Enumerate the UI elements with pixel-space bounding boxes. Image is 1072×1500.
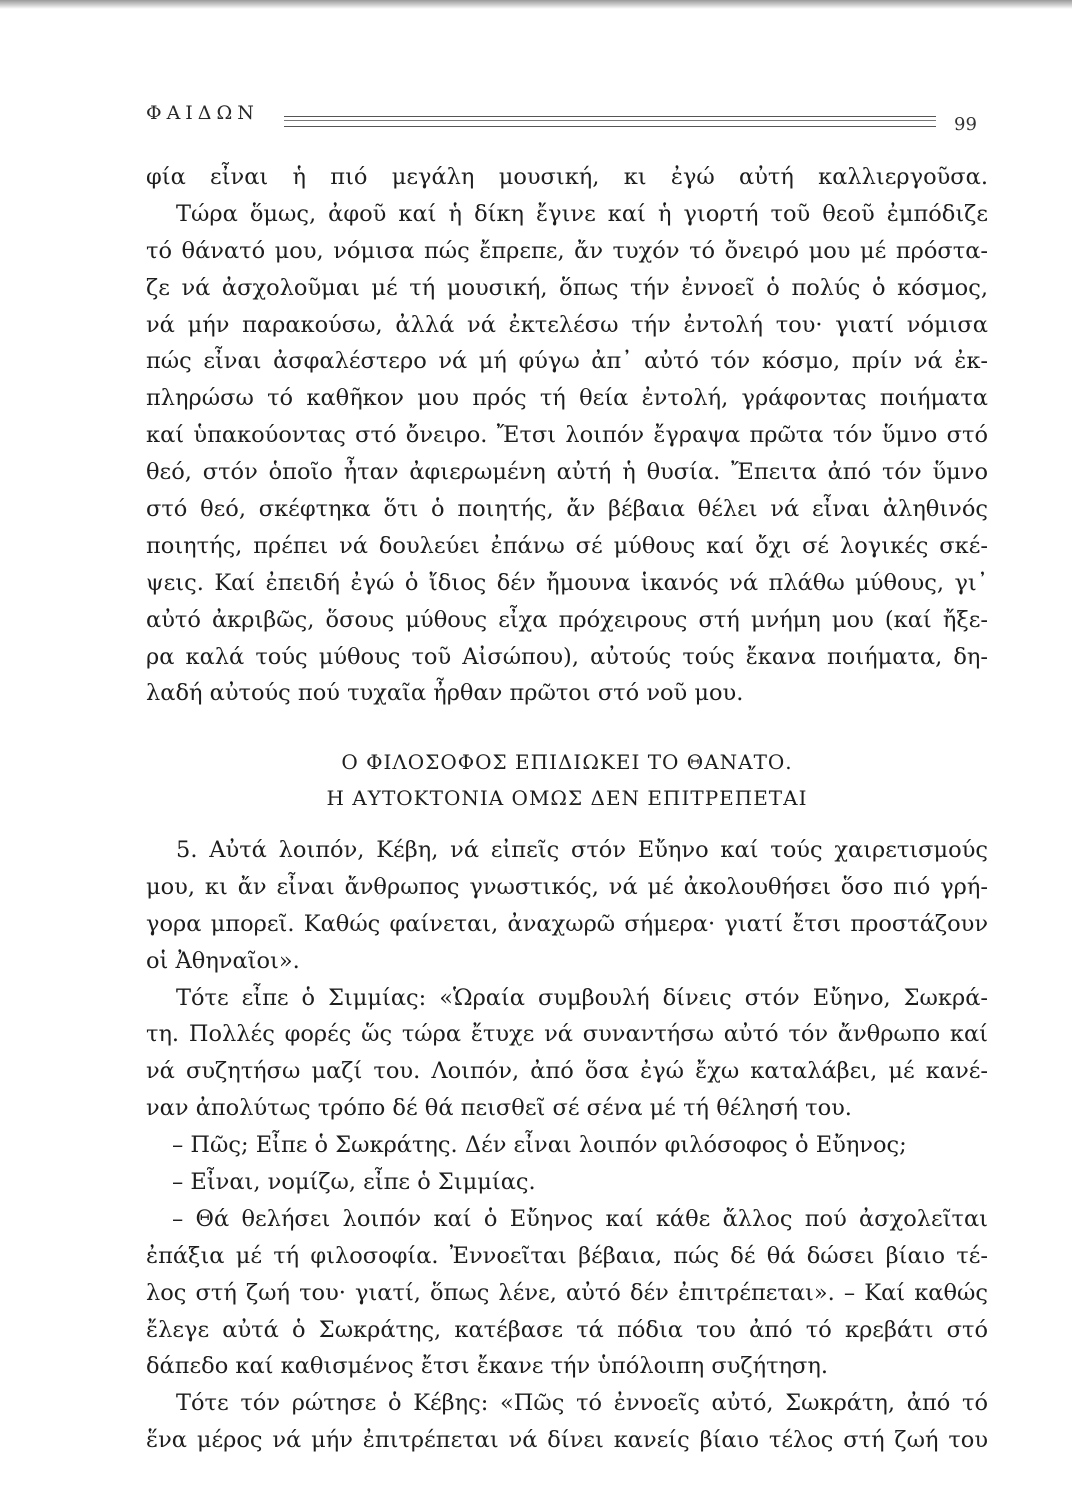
running-header <box>146 102 977 142</box>
text-line: ποιητής, πρέπει νά δουλεύει ἐπάνω σέ μύθους καί ὄχι σέ λογικές σκέ- <box>146 532 988 559</box>
text-line: Τότε εἶπε ὁ Σιμμίας: «Ὡραία συμβουλή δίνεις στόν Εὔηνο, Σωκρά- <box>176 984 988 1011</box>
section-heading-line-2: Η ΑΥΤΟΚΤΟΝΙΑ ΟΜΩΣ ΔΕΝ ΕΠΙΤΡΕΠΕΤΑΙ <box>326 786 808 810</box>
text-line: ναν ἀπολύτως τρόπο δέ θά πεισθεῖ σέ σένα μέ τή θέλησή του. <box>146 1095 852 1122</box>
text-line: ἕνα μέρος νά μήν ἐπιτρέπεται νά δίνει κανείς βίαιο τέλος στή ζωή του <box>146 1427 988 1454</box>
body-text-section-2 <box>146 832 988 1459</box>
text-line: μου, κι ἄν εἶναι ἄνθρωπος γνωστικός, νά μέ ἀκολουθήσει ὅσο πιό γρή- <box>146 873 988 900</box>
text-line: Τότε τόν ρώτησε ὁ Κέβης: «Πῶς τό ἐννοεῖς αὐτό, Σωκράτη, ἀπό τό <box>176 1390 988 1417</box>
section-heading <box>146 744 988 816</box>
text-line: φία εἶναι ἡ πιό μεγάλη μουσική, κι ἐγώ αὐτή καλλιεργοῦσα. <box>146 164 988 190</box>
text-line: νά μήν παρακούσω, ἀλλά νά ἐκτελέσω τήν ἐντολή του· γιατί νόμισα <box>146 311 988 338</box>
section-heading-line-1: Ο ΦΙΛΟΣΟΦΟΣ ΕΠΙΔΙΩΚΕΙ ΤΟ ΘΑΝΑΤΟ. <box>341 750 793 774</box>
text-line: νά συζητήσω μαζί του. Λοιπόν, ἀπό ὅσα ἐγώ ἔχω καταλάβει, μέ κανέ- <box>146 1058 988 1085</box>
text-line: πληρώσω τό καθῆκον μου πρός τή θεία ἐντολή, γράφοντας ποιήματα <box>146 385 988 412</box>
text-line: στό θεό, σκέφτηκα ὅτι ὁ ποιητής, ἄν βέβαια θέλει νά εἶναι ἀληθινός <box>146 496 988 523</box>
body-text-section-1 <box>146 159 988 712</box>
text-line: – Εἶναι, νομίζω, εἶπε ὁ Σιμμίας. <box>172 1169 536 1196</box>
text-line: ζε νά ἀσχολοῦμαι μέ τή μουσική, ὅπως τήν ἐννοεῖ ὁ πολύς ὁ κόσμος, <box>146 274 988 301</box>
text-line: λαδή αὐτούς πού τυχαῖα ἦρθαν πρῶτοι στό νοῦ μου. <box>146 680 744 707</box>
text-line: ἔλεγε αὐτά ὁ Σωκράτης, κατέβασε τά πόδια του ἀπό τό κρεβάτι στό <box>146 1316 988 1343</box>
running-head-title: ΦΑΙΔΩΝ <box>146 102 259 124</box>
text-line: αὐτό ἀκριβῶς, ὅσους μύθους εἶχα πρόχειρους στή μνήμη μου (καί ἤξε- <box>146 606 988 633</box>
text-line: ρα καλά τούς μύθους τοῦ Αἰσώπου), αὐτούς τούς ἔκανα ποιήματα, δη- <box>146 643 988 670</box>
page-top-edge <box>0 0 1072 9</box>
header-rule <box>284 116 936 127</box>
text-line: 5. Αὐτά λοιπόν, Κέβη, νά εἰπεῖς στόν Εὔηνο καί τούς χαιρετισμούς <box>176 837 988 863</box>
text-line: Τώρα ὅμως, ἀφοῦ καί ἡ δίκη ἔγινε καί ἡ γιορτή τοῦ θεοῦ ἐμπόδιζε <box>176 200 988 227</box>
text-line: δάπεδο καί καθισμένος ἔτσι ἔκανε τήν ὑπόλοιπη συζήτηση. <box>146 1353 829 1380</box>
text-line: λος στή ζωή του· γιατί, ὅπως λένε, αὐτό δέν ἐπιτρέπεται». – Καί καθώς <box>146 1279 988 1306</box>
text-line: θεό, στόν ὁποῖο ἦταν ἀφιερωμένη αὐτή ἡ θυσία. Ἔπειτα ἀπό τόν ὕμνο <box>146 459 988 486</box>
text-line: πώς εἶναι ἀσφαλέστερο νά μή φύγω ἀπ᾿ αὐτό τόν κόσμο, πρίν νά ἐκ- <box>146 348 988 375</box>
text-line: – Πῶς; Εἶπε ὁ Σωκράτης. Δέν εἶναι λοιπόν φιλόσοφος ὁ Εὔηνος; <box>172 1132 907 1159</box>
text-line: ἐπάξια μέ τή φιλοσοφία. Ἐννοεῖται βέβαια, πώς δέ θά δώσει βίαιο τέ- <box>146 1242 988 1269</box>
text-line: τό θάνατό μου, νόμισα πώς ἔπρεπε, ἄν τυχόν τό ὄνειρό μου μέ πρόστα- <box>146 237 988 264</box>
text-line: οἱ Ἀθηναῖοι». <box>146 947 300 974</box>
text-line: ψεις. Καί ἐπειδή ἐγώ ὁ ἴδιος δέν ἤμουνα ἱκανός νά πλάθω μύθους, γι᾿ <box>146 569 988 596</box>
text-line: – Θά θελήσει λοιπόν καί ὁ Εὔηνος καί κάθε ἄλλος πού ἀσχολεῖται <box>172 1205 988 1232</box>
text-line: γορα μπορεῖ. Καθώς φαίνεται, ἀναχωρῶ σήμερα· γιατί ἔτσι προστάζουν <box>146 910 988 937</box>
page-number: 99 <box>954 114 977 135</box>
text-line: καί ὑπακούοντας στό ὄνειρο. Ἔτσι λοιπόν ἔγραψα πρῶτα τόν ὕμνο στό <box>146 422 988 449</box>
text-line: τη. Πολλές φορές ὥς τώρα ἔτυχε νά συναντήσω αὐτό τόν ἄνθρωπο καί <box>146 1021 988 1048</box>
